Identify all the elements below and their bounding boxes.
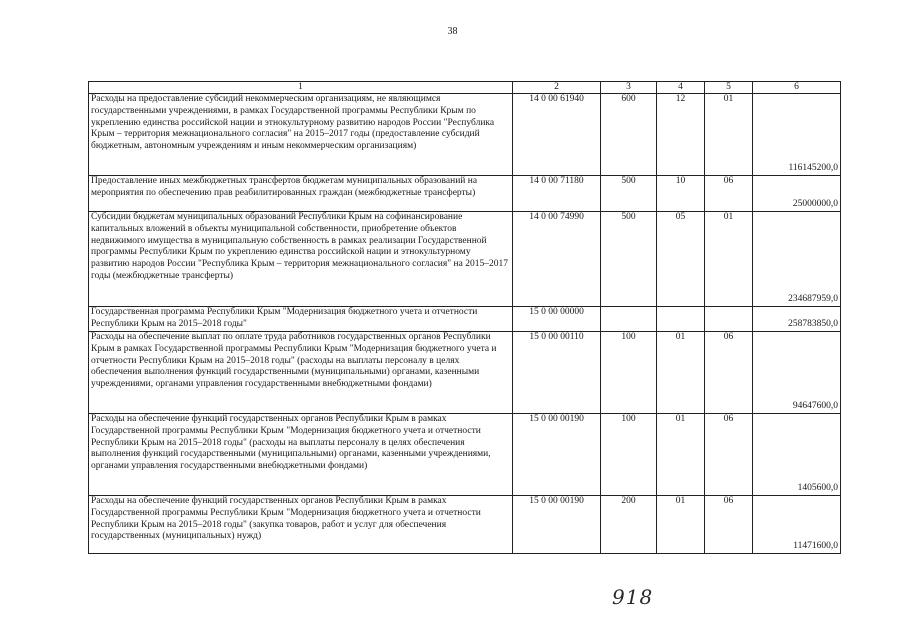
- row-section: 01: [657, 414, 705, 496]
- row-amount: 258783850,0: [753, 307, 841, 332]
- row-section: 01: [657, 332, 705, 414]
- row-amount: 1405600,0: [753, 414, 841, 496]
- row-expense-type: [601, 307, 657, 332]
- table-row: [89, 176, 841, 212]
- row-section: 01: [657, 496, 705, 554]
- row-expense-type: 500: [601, 176, 657, 212]
- table-header-row: [89, 82, 841, 94]
- table-row: [89, 212, 841, 307]
- table-row: [89, 94, 841, 176]
- column-header: 1: [89, 82, 513, 94]
- table-row: [89, 307, 841, 332]
- row-subsection: 06: [705, 176, 753, 212]
- row-subsection: 06: [705, 496, 753, 554]
- row-expense-type: 100: [601, 332, 657, 414]
- row-target-code: 14 0 00 61940: [513, 94, 601, 176]
- row-expense-type: 600: [601, 94, 657, 176]
- row-subsection: 01: [705, 212, 753, 307]
- row-expense-type: 500: [601, 212, 657, 307]
- budget-table: [88, 81, 841, 554]
- row-amount: 94647600,0: [753, 332, 841, 414]
- table-row: [89, 332, 841, 414]
- row-description: Расходы на обеспечение функций государственных органов Республики Крым в рамках Государственной программы Республики Крым "Модернизация бюджетного учета и отчетности Республики Крым на 2015–2018 годы" (расходы на выплаты персоналу в целях обеспечения выполнения функций государственными (муниципальными) органами, казенными учреждениями, органами управления государственными внебюджетными фондами): [89, 414, 513, 496]
- row-target-code: 15 0 00 00190: [513, 496, 601, 554]
- row-target-code: 15 0 00 00190: [513, 414, 601, 496]
- row-subsection: [705, 307, 753, 332]
- row-amount: 116145200,0: [753, 94, 841, 176]
- column-header: 4: [657, 82, 705, 94]
- row-subsection: 01: [705, 94, 753, 176]
- row-subsection: 06: [705, 332, 753, 414]
- handwritten-page-mark: 918: [612, 585, 654, 609]
- row-amount: 25000000,0: [753, 176, 841, 212]
- row-description: Расходы на обеспечение функций государственных органов Республики Крым в рамках Государственной программы Республики Крым "Модернизация бюджетного учета и отчетности Республики Крым на 2015–2018 годы" (закупка товаров, работ и услуг для обеспечения государственных (муниципальных) нужд): [89, 496, 513, 554]
- row-section: 12: [657, 94, 705, 176]
- column-header: 5: [705, 82, 753, 94]
- row-description: Государственная программа Республики Крым "Модернизация бюджетного учета и отчетности Республики Крым на 2015–2018 годы": [89, 307, 513, 332]
- row-expense-type: 100: [601, 414, 657, 496]
- row-description: Расходы на обеспечение выплат по оплате труда работников государственных органов Республики Крым в рамках Государственной программы Республики Крым "Модернизация бюджетного учета и отчетности Республики Крым на 2015–2018 годы" (расходы на выплаты персоналу в целях обеспечения выполнения функций государственными (муниципальными) органами, казенными учреждениями, органами управления государственными внебюджетными фондами): [89, 332, 513, 414]
- row-amount: 234687959,0: [753, 212, 841, 307]
- row-target-code: 14 0 00 71180: [513, 176, 601, 212]
- row-description: Субсидии бюджетам муниципальных образований Республики Крым на софинансирование капитальных вложений в объекты муниципальной собственности, приобретение объектов недвижимого имущества в муниципальную собственность в рамках реализации Государственной программы Республики Крым по укреплению единства российской нации и этнокультурному развитию народов России "Республика Крым – территория межнационального согласия" на 2015–2017 годы (межбюджетные трансферты): [89, 212, 513, 307]
- row-amount: 11471600,0: [753, 496, 841, 554]
- row-target-code: 14 0 00 74990: [513, 212, 601, 307]
- row-description: Расходы на предоставление субсидий некоммерческим организациям, не являющимся государственными учреждениями, в рамках Государственной программы Республики Крым по укреплению единства российской нации и этнокультурному развитию народов России "Республика Крым – территория межнационального согласия" на 2015–2017 годы (предоставление субсидий бюджетным, автономным учреждениям и иным некоммерческим организациям): [89, 94, 513, 176]
- page-number: 38: [447, 26, 458, 37]
- column-header: 2: [513, 82, 601, 94]
- table-row: [89, 414, 841, 496]
- row-description: Предоставление иных межбюджетных трансфертов бюджетам муниципальных образований на мероприятия по обеспечению прав реабилитированных граждан (межбюджетные трансферты): [89, 176, 513, 212]
- row-section: 05: [657, 212, 705, 307]
- row-target-code: 15 0 00 00110: [513, 332, 601, 414]
- row-subsection: 06: [705, 414, 753, 496]
- column-header: 6: [753, 82, 841, 94]
- row-section: [657, 307, 705, 332]
- column-header: 3: [601, 82, 657, 94]
- row-target-code: 15 0 00 00000: [513, 307, 601, 332]
- table-row: [89, 496, 841, 554]
- row-expense-type: 200: [601, 496, 657, 554]
- row-section: 10: [657, 176, 705, 212]
